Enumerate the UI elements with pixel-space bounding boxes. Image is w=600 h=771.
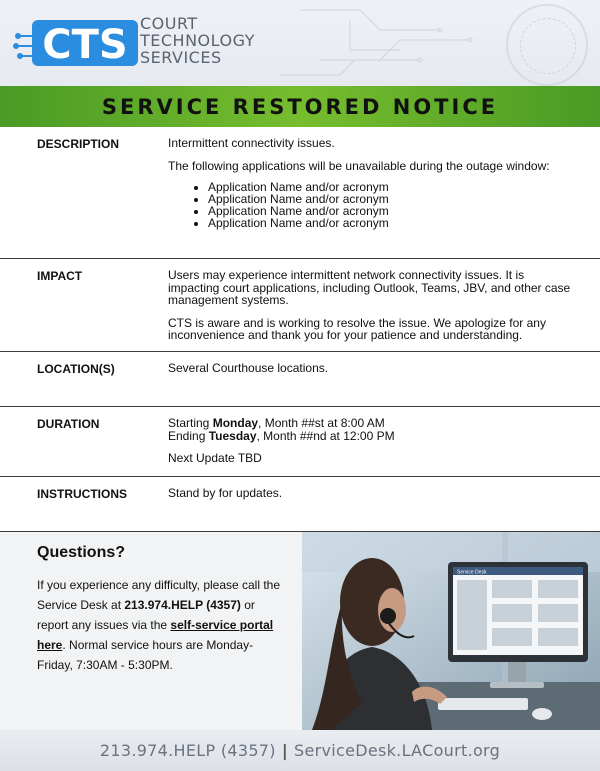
end-rest: , Month ##nd at 12:00 PM — [256, 428, 395, 443]
list-item: • Application Name and/or acronym — [208, 181, 573, 193]
start-day: Monday — [212, 416, 259, 430]
court-seal-icon — [506, 4, 588, 86]
list-item: • Application Name and/or acronym — [208, 193, 573, 205]
description-line-1: Intermittent connectivity issues. — [168, 136, 335, 150]
self-service-portal-link[interactable]: self-service portal here — [37, 618, 274, 652]
impact-content — [168, 269, 573, 352]
questions-title: Questions? — [37, 544, 126, 561]
questions-text-3: . Normal service hours are Monday-Friday, 7:30AM - 5:30PM. — [37, 638, 254, 672]
section-duration — [0, 407, 600, 477]
header — [0, 0, 600, 86]
notice-title: SERVICE RESTORED NOTICE — [101, 94, 499, 119]
location-content — [168, 362, 573, 385]
app-list — [208, 181, 573, 229]
logo-initials: CTS — [42, 22, 128, 68]
start-rest: , Month ##st at 8:00 AM — [258, 416, 385, 430]
section-impact — [0, 259, 600, 352]
next-update: Next Update TBD — [168, 451, 262, 465]
end-day: Tuesday — [208, 428, 257, 443]
list-item: • Application Name and/or acronym — [208, 217, 573, 229]
impact-para-1: Users may experience intermittent network connectivity issues. It is impacting court applications, including Outlook, Teams, JBV, and other case management systems. — [168, 268, 571, 307]
footer — [0, 730, 600, 771]
location-label: LOCATION(S) — [37, 362, 115, 376]
instructions-label: INSTRUCTIONS — [37, 487, 127, 501]
start-prefix: Starting — [168, 416, 213, 430]
monitor-screen-title: Service Desk — [457, 569, 487, 576]
logo-line-2: TECHNOLOGY — [140, 31, 255, 50]
service-desk-phone: 213.974.HELP (4357) — [124, 598, 241, 612]
questions-text-2: or report any issues via the — [37, 598, 255, 632]
description-line-2: The following applications will be unavailable during the outage window: — [168, 158, 550, 173]
questions-text-1: If you experience any difficulty, please call the Service Desk at — [37, 578, 281, 612]
footer-phone: 213.974.HELP (4357) — [99, 741, 276, 760]
impact-para-2: CTS is aware and is working to resolve the issue. We apologize for any inconvenience and thank you for your patience and understanding. — [168, 315, 546, 342]
description-label: DESCRIPTION — [37, 137, 120, 151]
duration-content — [168, 417, 573, 475]
location-text: Several Courthouse locations. — [168, 361, 329, 375]
list-item: • Application Name and/or acronym — [208, 205, 573, 217]
support-agent-photo — [302, 532, 600, 730]
support-agent-illustration — [302, 532, 600, 730]
logo-line-1: COURT — [140, 14, 198, 33]
duration-end — [168, 430, 573, 443]
footer-separator: | — [281, 741, 288, 760]
description-content — [168, 137, 573, 229]
impact-label: IMPACT — [37, 269, 83, 283]
logo-line-3: SERVICES — [140, 48, 222, 67]
section-description — [0, 127, 600, 259]
notice-banner — [0, 86, 600, 127]
questions-panel — [0, 532, 302, 730]
footer-website-link[interactable]: ServiceDesk.LACourt.org — [293, 741, 501, 760]
instructions-content — [168, 487, 573, 510]
questions-body — [37, 575, 287, 675]
logo-wordmark — [140, 16, 255, 67]
section-location — [0, 352, 600, 407]
end-prefix: Ending — [168, 428, 209, 443]
duration-label: DURATION — [37, 417, 100, 431]
section-instructions — [0, 477, 600, 532]
instructions-text: Stand by for updates. — [168, 486, 283, 500]
